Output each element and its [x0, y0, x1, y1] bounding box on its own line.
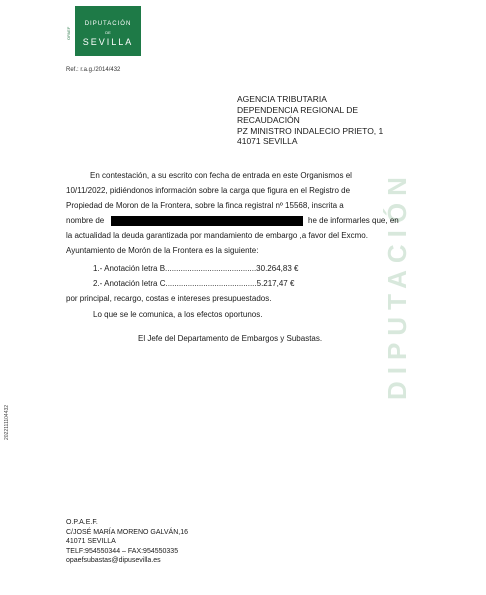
footer-contact [66, 518, 188, 566]
signature-line: El Jefe del Departamento de Embargos y Subastas. [138, 334, 323, 343]
letter-line-6: Ayuntamiento de Morón de la Frontera es la siguiente: [66, 246, 259, 255]
footer-email: opaefsubastas@dipusevilla.es [66, 557, 161, 564]
footer-line-4: TELF:954550344 – FAX:954550335 [66, 547, 179, 555]
debt-item-1: 1.- Anotación letra B.........................................30.264,83 € [93, 264, 299, 273]
letter-paragraph-3: Lo que se le comunica, a los efectos oportunos. [93, 310, 263, 319]
recipient-line-5: 41071 SEVILLA [237, 136, 298, 146]
recipient-line-4: PZ MINISTRO INDALECIO PRIETO, 1 [237, 125, 384, 136]
footer-line-3: 41071 SEVILLA [66, 538, 116, 545]
recipient-line-1: AGENCIA TRIBUTARIA [237, 94, 327, 104]
side-document-code: 2022111104432 [4, 404, 10, 440]
logo-side-stripe [66, 6, 74, 56]
recipient-line-3: RECAUDACIÓN [237, 115, 300, 125]
letter-line-2: 10/11/2022, pidiéndonos información sobre la carga que figura en el Registro de [66, 186, 351, 195]
recipient-line-2: DEPENDENCIA REGIONAL DE [237, 104, 359, 115]
logo-line-1: DIPUTACIÓN [84, 21, 132, 27]
letter-line-4a: nombre de [66, 216, 105, 225]
footer-line-2: C/JOSÉ MARÍA MORENO GALVÁN,16 [66, 528, 189, 536]
redacted-name [111, 216, 303, 226]
letter-paragraph-2: por principal, recargo, costas e intereses presupuestados. [66, 294, 272, 303]
letter-line-1: En contestación, a su escrito con fecha de entrada en este Organismos el [90, 171, 352, 180]
diputacion-logo [75, 6, 141, 56]
debt-item-2: 2.- Anotación letra C.........................................5.217,47 € [93, 279, 295, 288]
logo-line-3: SEVILLA [82, 37, 134, 47]
logo-line-2: DE [105, 30, 111, 35]
footer-line-1: O.P.A.E.F. [66, 519, 98, 526]
letter-line-5: la actualidad la deuda garantizada por mandamiento de embargo ,a favor del Excmo. [66, 231, 368, 240]
letter-line-4b: he de informarles que, en [308, 216, 399, 225]
reference-number: Ref.: r.a.g./2014/432 [66, 67, 121, 73]
logo-side-text: OPAEF [66, 26, 71, 40]
diputacion-watermark: DIPUTACIÓN [382, 170, 412, 400]
recipient-address [237, 94, 383, 147]
letter-line-3: Propiedad de Moron de la Frontera, sobre la finca registral nº 15568, inscrita a [66, 201, 344, 210]
